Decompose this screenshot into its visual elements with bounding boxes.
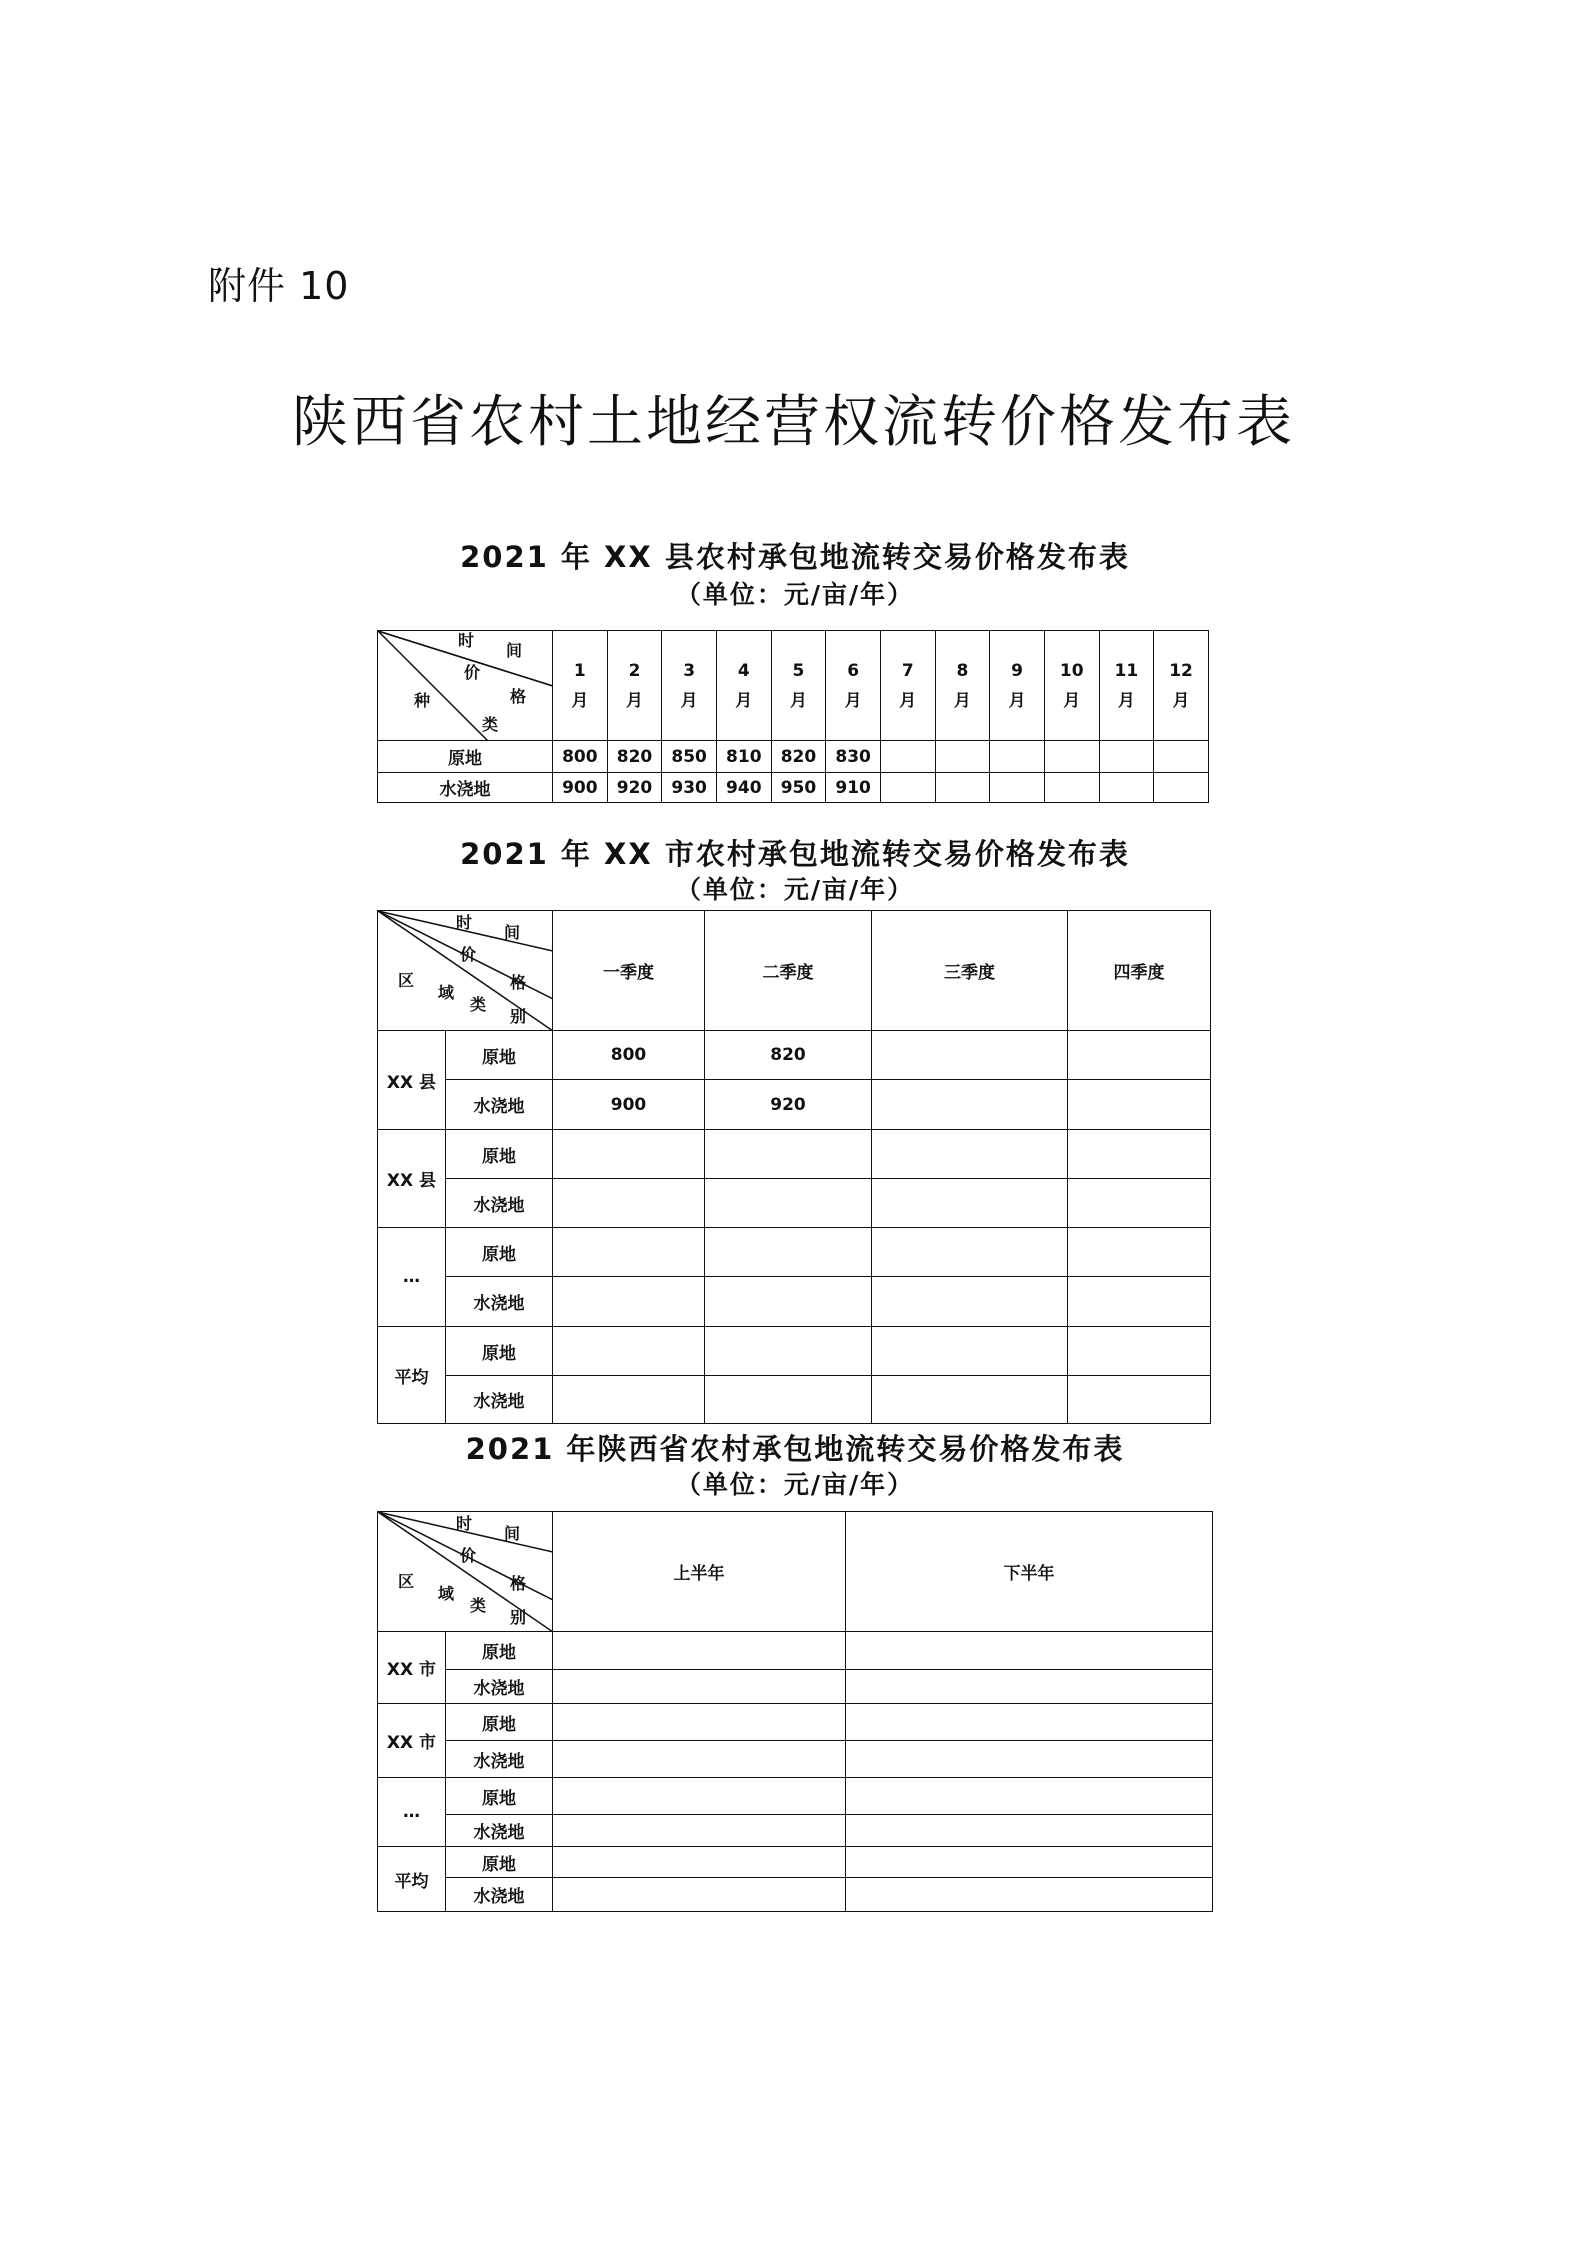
corner-price-2: 格 <box>510 973 527 992</box>
price-cell <box>705 1228 872 1277</box>
table-row <box>378 1080 1211 1130</box>
price-cell <box>846 1741 1213 1778</box>
half-year-header: 上半年 <box>553 1512 846 1632</box>
table-row <box>378 1778 1213 1815</box>
page-title: 陕西省农村土地经营权流转价格发布表 <box>292 390 1295 455</box>
corner-price-1: 价 <box>460 945 477 964</box>
price-cell <box>1068 1228 1211 1277</box>
price-cell: 820 <box>771 741 826 773</box>
region-label: XX 市 <box>378 1704 446 1778</box>
row-label: 原地 <box>446 1847 553 1878</box>
corner-price-2: 格 <box>510 687 527 706</box>
attachment-label: 附件 10 <box>208 264 350 308</box>
price-cell <box>553 1632 846 1670</box>
price-cell: 830 <box>826 741 881 773</box>
price-cell <box>553 1670 846 1704</box>
row-label: 原地 <box>446 1632 553 1670</box>
row-label: 原地 <box>446 1130 553 1179</box>
price-cell: 930 <box>662 773 717 803</box>
corner-type: 类 <box>482 715 499 734</box>
price-cell <box>553 1778 846 1815</box>
row-label: 原地 <box>446 1778 553 1815</box>
price-cell <box>1068 1277 1211 1327</box>
corner-region-1: 区 <box>398 971 415 990</box>
month-header: 1 月 <box>553 631 608 741</box>
half-year-header: 下半年 <box>846 1512 1213 1632</box>
price-cell: 950 <box>771 773 826 803</box>
corner-bie: 别 <box>510 1007 527 1026</box>
price-cell <box>1068 1376 1211 1424</box>
table-row <box>378 1130 1211 1179</box>
month-header: 12 月 <box>1154 631 1209 741</box>
row-label: 原地 <box>446 1228 553 1277</box>
price-cell: 820 <box>705 1031 872 1080</box>
price-cell: 800 <box>553 1031 705 1080</box>
county-corner-header <box>378 631 553 741</box>
corner-kind: 种 <box>414 691 431 710</box>
row-label: 水浇地 <box>446 1741 553 1778</box>
price-cell <box>553 1327 705 1376</box>
month-header: 4 月 <box>716 631 771 741</box>
province-table-unit: （单位：元/亩/年） <box>675 1470 915 1499</box>
corner-price-1: 价 <box>464 663 481 682</box>
price-cell <box>553 1815 846 1847</box>
price-cell: 820 <box>607 741 662 773</box>
price-cell <box>1068 1179 1211 1228</box>
city-corner-header <box>378 911 553 1031</box>
province-corner-header <box>378 1512 553 1632</box>
table-row <box>378 1741 1213 1778</box>
corner-type: 类 <box>470 995 487 1014</box>
price-cell <box>935 773 990 803</box>
month-header: 3 月 <box>662 631 717 741</box>
price-cell <box>846 1778 1213 1815</box>
row-label: 原地 <box>446 1031 553 1080</box>
price-cell <box>705 1179 872 1228</box>
price-cell <box>935 741 990 773</box>
price-cell <box>1099 773 1154 803</box>
month-header: 9 月 <box>990 631 1045 741</box>
corner-time-2: 间 <box>504 1524 521 1543</box>
price-cell <box>872 1376 1068 1424</box>
price-cell <box>872 1228 1068 1277</box>
price-cell <box>990 741 1045 773</box>
table-row <box>378 1376 1211 1424</box>
price-cell <box>1044 773 1099 803</box>
county-price-table <box>377 630 1209 803</box>
month-header: 8 月 <box>935 631 990 741</box>
price-cell <box>1044 741 1099 773</box>
corner-time-1: 时 <box>456 1514 473 1533</box>
price-cell <box>553 1847 846 1878</box>
price-cell <box>553 1376 705 1424</box>
price-cell <box>872 1277 1068 1327</box>
corner-region-2: 域 <box>438 983 455 1002</box>
corner-region-1: 区 <box>398 1572 415 1591</box>
table-row <box>378 1815 1213 1847</box>
price-cell <box>553 1179 705 1228</box>
price-cell: 800 <box>553 741 608 773</box>
month-header: 7 月 <box>880 631 935 741</box>
row-label: 水浇地 <box>446 1815 553 1847</box>
table-row <box>378 1878 1213 1912</box>
price-cell <box>872 1031 1068 1080</box>
table-row <box>378 1632 1213 1670</box>
month-header: 10 月 <box>1044 631 1099 741</box>
price-cell <box>705 1376 872 1424</box>
price-cell <box>880 773 935 803</box>
price-cell <box>846 1670 1213 1704</box>
province-price-table <box>377 1511 1213 1912</box>
corner-region-2: 域 <box>438 1584 455 1603</box>
region-label: XX 市 <box>378 1632 446 1704</box>
month-header: 6 月 <box>826 631 881 741</box>
row-label: 水浇地 <box>446 1878 553 1912</box>
table-row <box>378 741 1209 773</box>
province-table-title: 2021 年陕西省农村承包地流转交易价格发布表 <box>465 1432 1125 1466</box>
row-label: 水浇地 <box>446 1080 553 1130</box>
row-label: 原地 <box>446 1327 553 1376</box>
quarter-header: 一季度 <box>553 911 705 1031</box>
county-header-row <box>378 631 1209 741</box>
price-cell: 850 <box>662 741 717 773</box>
city-price-table <box>377 910 1211 1424</box>
table-row <box>378 1277 1211 1327</box>
city-table-title: 2021 年 XX 市农村承包地流转交易价格发布表 <box>460 837 1130 871</box>
corner-price-2: 格 <box>510 1574 527 1593</box>
price-cell <box>553 1228 705 1277</box>
price-cell: 900 <box>553 1080 705 1130</box>
city-table-unit: （单位：元/亩/年） <box>675 875 915 904</box>
corner-price-1: 价 <box>460 1546 477 1565</box>
price-cell <box>553 1704 846 1741</box>
row-label: 水浇地 <box>446 1670 553 1704</box>
price-cell <box>846 1878 1213 1912</box>
price-cell <box>846 1815 1213 1847</box>
table-row <box>378 1031 1211 1080</box>
price-cell <box>705 1327 872 1376</box>
price-cell: 940 <box>716 773 771 803</box>
price-cell <box>705 1277 872 1327</box>
region-label: XX 县 <box>378 1130 446 1228</box>
table-row <box>378 1179 1211 1228</box>
corner-bie: 别 <box>510 1608 527 1627</box>
region-label: … <box>378 1228 446 1327</box>
price-cell <box>872 1080 1068 1130</box>
price-cell <box>872 1130 1068 1179</box>
price-cell <box>553 1277 705 1327</box>
corner-time-2: 间 <box>506 641 523 660</box>
region-label: … <box>378 1778 446 1847</box>
quarter-header: 二季度 <box>705 911 872 1031</box>
table-row <box>378 1847 1213 1878</box>
quarter-header: 四季度 <box>1068 911 1211 1031</box>
month-header: 11 月 <box>1099 631 1154 741</box>
price-cell <box>872 1327 1068 1376</box>
table-row <box>378 1704 1213 1741</box>
region-label: XX 县 <box>378 1031 446 1130</box>
row-label: 水浇地 <box>446 1179 553 1228</box>
table-row <box>378 773 1209 803</box>
table-row <box>378 1327 1211 1376</box>
city-header-row <box>378 911 1211 1031</box>
price-cell <box>1154 773 1209 803</box>
corner-time-2: 间 <box>504 923 521 942</box>
price-cell <box>1068 1130 1211 1179</box>
price-cell <box>1068 1080 1211 1130</box>
region-label: 平均 <box>378 1847 446 1912</box>
price-cell: 920 <box>705 1080 872 1130</box>
price-cell <box>1154 741 1209 773</box>
corner-time-1: 时 <box>458 631 475 650</box>
price-cell <box>880 741 935 773</box>
corner-time-1: 时 <box>456 913 473 932</box>
region-label: 平均 <box>378 1327 446 1424</box>
price-cell: 900 <box>553 773 608 803</box>
corner-type: 类 <box>470 1596 487 1615</box>
price-cell <box>553 1878 846 1912</box>
price-cell <box>705 1130 872 1179</box>
province-header-row <box>378 1512 1213 1632</box>
price-cell <box>553 1741 846 1778</box>
row-label: 水浇地 <box>446 1376 553 1424</box>
row-label: 水浇地 <box>378 773 553 803</box>
price-cell <box>1099 741 1154 773</box>
price-cell <box>846 1704 1213 1741</box>
month-header: 5 月 <box>771 631 826 741</box>
county-table-title: 2021 年 XX 县农村承包地流转交易价格发布表 <box>460 540 1130 574</box>
quarter-header: 三季度 <box>872 911 1068 1031</box>
price-cell <box>1068 1327 1211 1376</box>
county-table-unit: （单位：元/亩/年） <box>675 580 915 609</box>
month-header: 2 月 <box>607 631 662 741</box>
price-cell: 920 <box>607 773 662 803</box>
price-cell <box>1068 1031 1211 1080</box>
row-label: 原地 <box>378 741 553 773</box>
price-cell <box>990 773 1045 803</box>
price-cell: 910 <box>826 773 881 803</box>
price-cell <box>846 1632 1213 1670</box>
price-cell <box>553 1130 705 1179</box>
table-row <box>378 1228 1211 1277</box>
row-label: 水浇地 <box>446 1277 553 1327</box>
table-row <box>378 1670 1213 1704</box>
price-cell <box>872 1179 1068 1228</box>
row-label: 原地 <box>446 1704 553 1741</box>
price-cell: 810 <box>716 741 771 773</box>
price-cell <box>846 1847 1213 1878</box>
